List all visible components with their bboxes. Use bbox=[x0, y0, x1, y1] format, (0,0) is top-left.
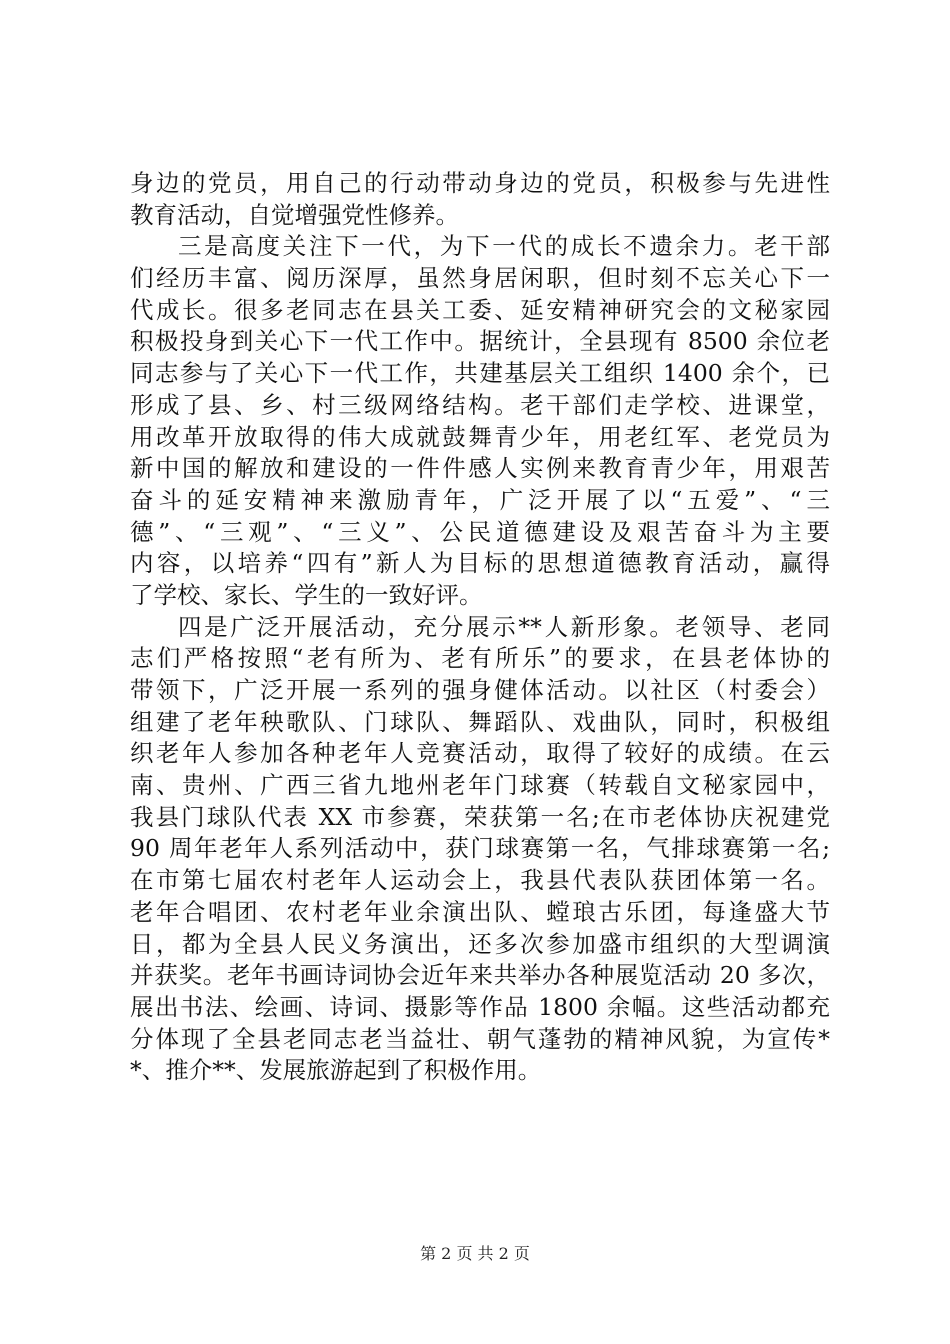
page-number-footer: 第 2 页 共 2 页 bbox=[420, 1244, 530, 1263]
text-line: 并获奖。老年书画诗词协会近年来共举办各种展览活动 20 多次， bbox=[130, 961, 830, 990]
text-line: 日，都为全县人民义务演出，还多次参加盛市组织的大型调演 bbox=[130, 929, 830, 958]
text-line: 90 周年老年人系列活动中，获门球赛第一名，气排球赛第一名; bbox=[130, 834, 830, 863]
text-line: 南、贵州、广西三省九地州老年门球赛（转载自文秘家园中， bbox=[130, 771, 830, 800]
text-line: 了学校、家长、学生的一致好评。 bbox=[130, 580, 483, 609]
text-line: 积极投身到关心下一代工作中。据统计，全县现有 8500 余位老 bbox=[130, 327, 830, 356]
text-line: 展出书法、绘画、诗词、摄影等作品 1800 余幅。这些活动都充 bbox=[130, 992, 830, 1021]
text-line: 三是高度关注下一代，为下一代的成长不遗余力。老干部 bbox=[178, 232, 830, 261]
text-line: 四是广泛开展活动，充分展示**人新形象。老领导、老同 bbox=[178, 612, 830, 641]
text-line: *、推介**、发展旅游起到了积极作用。 bbox=[130, 1056, 542, 1085]
text-line: 分体现了全县老同志老当益壮、朝气蓬勃的精神风貌，为宣传* bbox=[130, 1024, 830, 1053]
text-line: 们经历丰富、阅历深厚，虽然身居闲职，但时刻不忘关心下一 bbox=[130, 264, 830, 293]
text-line: 同志参与了关心下一代工作，共建基层关工组织 1400 余个，已 bbox=[130, 359, 830, 388]
text-line: 新中国的解放和建设的一件件感人实例来教育青少年，用艰苦 bbox=[130, 454, 830, 483]
text-line: 奋斗的延安精神来激励青年，广泛开展了以“五爱”、“三 bbox=[130, 485, 830, 514]
text-line: 带领下，广泛开展一系列的强身健体活动。以社区（村委会） bbox=[130, 676, 830, 704]
text-line: 德”、“三观”、“三义”、公民道德建设及艰苦奋斗为主要 bbox=[130, 517, 830, 546]
text-line: 内容，以培养“四有”新人为目标的思想道德教育活动，赢得 bbox=[130, 549, 830, 578]
text-line: 形成了县、乡、村三级网络结构。老干部们走学校、进课堂， bbox=[130, 390, 830, 419]
text-line: 织老年人参加各种老年人竞赛活动，取得了较好的成绩。在云 bbox=[130, 739, 830, 768]
text-line: 组建了老年秧歌队、门球队、舞蹈队、戏曲队，同时，积极组 bbox=[130, 707, 830, 736]
text-line: 代成长。很多老同志在县关工委、延安精神研究会的文秘家园 bbox=[130, 295, 830, 324]
document-body bbox=[130, 168, 830, 1087]
text-line: 教育活动，自觉增强党性修养。 bbox=[130, 200, 459, 229]
text-line: 老年合唱团、农村老年业余演出队、螳琅古乐团，每逢盛大节 bbox=[130, 897, 830, 926]
text-line: 用改革开放取得的伟大成就鼓舞青少年，用老红军、老党员为 bbox=[130, 422, 830, 451]
text-line: 志们严格按照“老有所为、老有所乐”的要求，在县老体协的 bbox=[130, 644, 830, 673]
text-line: 我县门球队代表 XX 市参赛，荣获第一名;在市老体协庆祝建党 bbox=[130, 802, 830, 831]
text-line: 身边的党员，用自己的行动带动身边的党员，积极参与先进性 bbox=[130, 169, 830, 197]
text-line: 在市第七届农村老年人运动会上，我县代表队获团体第一名。 bbox=[130, 866, 830, 895]
